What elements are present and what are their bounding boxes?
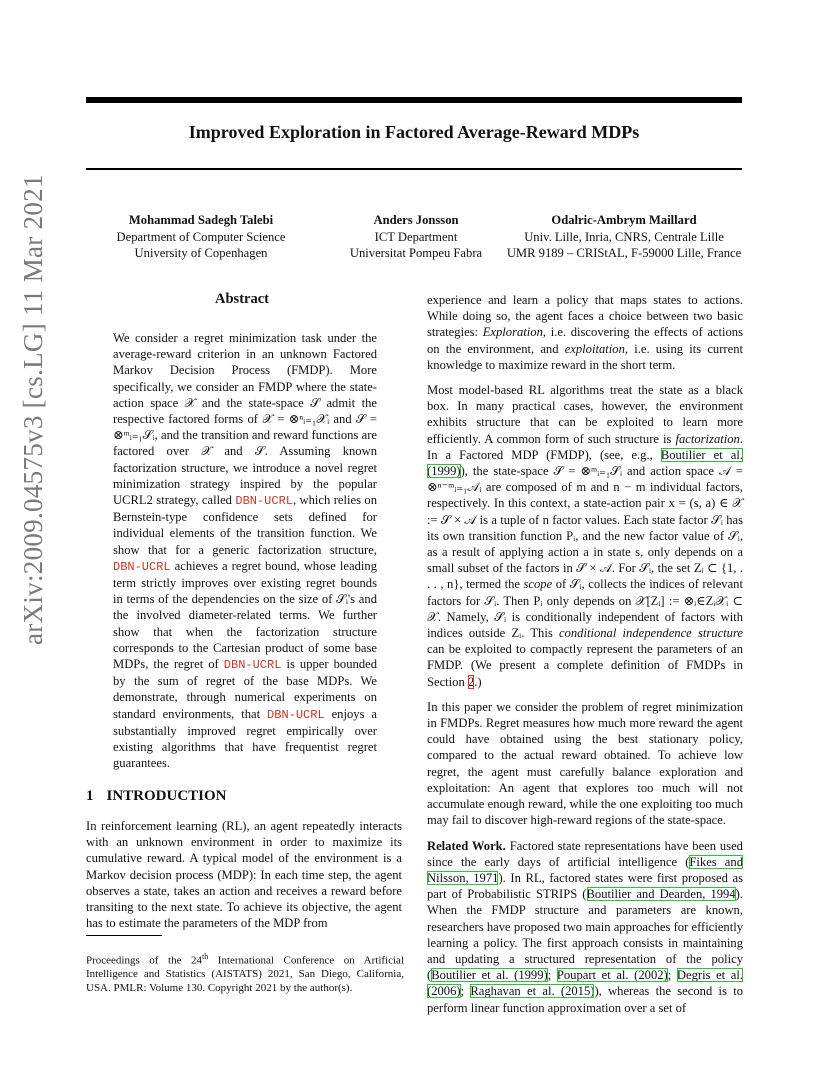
author-affiliation: University of Copenhagen (134, 246, 268, 260)
citation-link[interactable]: Raghavan et al. (2015) (470, 984, 595, 999)
author-affiliation: Univ. Lille, Inria, CNRS, Centrale Lille (524, 229, 724, 244)
author-block (86, 212, 756, 262)
author-2 (341, 212, 491, 262)
arxiv-stamp: arXiv:2009.04575v3 [cs.LG] 11 Mar 2021 (18, 174, 48, 645)
title-bottom-rule (86, 168, 742, 170)
right-column (427, 292, 743, 1025)
paper-title: Improved Exploration in Factored Average-Reward MDPs (188, 122, 640, 142)
algorithm-name: DBN-UCRL (267, 707, 325, 722)
paragraph: Most model-based RL algorithms treat the state as a black box. In many practical cases, however, the environment exhibits structure that can be exploited to learn more efficiently. A common form of such structure is factorization. In a Factored MDP (FMDP), (see, e.g., Boutilier et al. (1999)), the state-space 𝒮 = ⊗ᵐᵢ₌₁𝒮ᵢ and action space 𝒜 = ⊗ⁿ⁻ᵐᵢ₌₁𝒜ᵢ are composed of m and n − m individual factors, respectively. In this context, a state-action pair x = (s, a) ∈ 𝒳 := 𝒮 × 𝒜 is a tuple of n factor values. Each state factor 𝒮ᵢ has its own transition function Pᵢ, and the new factor value of 𝒮ᵢ, as a result of applying action a in state s, only depends on a small subset of the factors in 𝒮 × 𝒜. For 𝒮ᵢ, the set Zᵢ ⊂ {1, . . . , n}, termed the scope of 𝒮ᵢ, collects the indices of relevant factors for 𝒮ᵢ. Then Pᵢ only depends on 𝒳[Zᵢ] := ⊗ᵢ∈Zᵢ𝒳ᵢ ⊂ 𝒳. Namely, 𝒮ᵢ is conditionally independent of factors with indices outside Zᵢ. This conditional independence structure can be exploited to compactly represent the parameters of an FMDP. (We present a complete definition of FMDPs in Section 2.) (427, 383, 743, 689)
paragraph: Related Work. Factored state representations have been used since the early days of artificial intelligence (Fikes and Nilsson, 1971). In RL, factored states were first proposed as part of Probabilistic STRIPS (Boutilier and Dearden, 1994). When the FMDP structure and parameters are known, researchers have proposed two main approaches for efficiently learning a policy. The first approach consists in maintaining and updating a structured representation of the policy (Boutilier et al. (1999); Poupart et al. (2002); Degris et al. (2006); Raghavan et al. (2015)), whereas the second is to perform linear function approximation over a set of (427, 838, 744, 1015)
title-top-rule (86, 97, 742, 103)
section-reference-link[interactable]: 2 (467, 674, 475, 689)
paragraph: In this paper we consider the problem of regret minimization in FMDPs. Regret measures how much more reward the agent could have obtained using the best stationary policy, compared to the actual reward obtained. To achieve low regret, the agent must carefully balance exploration and exploitation: An agent that explores too much will not accumulate enough reward, while the one exploiting too much may fail to discover high-reward regions of the state-space. (427, 699, 743, 828)
author-3 (496, 212, 752, 262)
citation-link[interactable]: Boutilier et al. (1999) (431, 968, 548, 983)
paragraph: experience and learn a policy that maps states to actions. While doing so, the agent faces a choice between two basic strategies: Exploration, i.e. discovering the effects of actions on the environment, and exploitation, i.e. using its current knowledge to maximize reward in the short term. (427, 293, 743, 372)
abstract-heading: Abstract (215, 291, 269, 307)
abstract-text: We consider a regret minimization task under the average-reward criterion in an unknown Factored Markov Decision Process (FMDP). More specifically, we consider an FMDP where the state-action space 𝒳 and the state-space 𝒮 admit the respective factored forms of 𝒳 = ⊗ⁿᵢ₌₁𝒳ᵢ and 𝒮 = ⊗ᵐᵢ₌₁𝒮ᵢ, and the transition and reward functions are factored over 𝒳 and 𝒮. Assuming known factorization structure, we introduce a novel regret minimization strategy inspired by the popular UCRL2 strategy, called DBN-UCRL, which relies on Bernstein-type confidence sets defined for individual elements of the transition function. We show that for a generic factorization structure, DBN-UCRL achieves a regret bound, whose leading term strictly improves over existing regret bounds in terms of the dependencies on the size of 𝒮ᵢ's and the involved diameter-related terms. We further show that when the factorization structure corresponds to the Cartesian product of some base MDPs, the regret of DBN-UCRL is upper bounded by the sum of regret of the base MDPs. We demonstrate, through numerical experiments on standard environments, that DBN-UCRL enjoys a substantially improved regret empirically over existing algorithms that have frequentist regret guarantees. (113, 331, 378, 771)
author-affiliation: UMR 9189 – CRIStAL, F-59000 Lille, France (506, 246, 742, 260)
author-name: Anders Jonsson (373, 213, 459, 227)
algorithm-name: DBN-UCRL (223, 658, 282, 673)
footnote-rule (86, 935, 162, 936)
citation-link[interactable]: Boutilier et al. (1999) (427, 447, 743, 479)
citation-link[interactable]: Fikes and Nilsson, 1971 (427, 854, 743, 885)
introduction-text: In reinforcement learning (RL), an agent repeatedly interacts with an unknown environment in order to maximize its cumulative reward. A typical model of the environment is a Markov decision process (MDP): In each time step, the agent observes a state, takes an action and receives a reward before transiting to the next state. To achieve its objective, the agent has to estimate the parameters of the MDP from (86, 819, 402, 931)
author-name: Mohammad Sadegh Talebi (128, 213, 274, 227)
citation-link[interactable]: Poupart et al. (2002) (556, 968, 668, 983)
citation-link[interactable]: Boutilier and Dearden, 1994 (586, 887, 736, 902)
section-heading-introduction: 1 INTRODUCTION (86, 788, 227, 804)
author-name: Odalric-Ambrym Maillard (551, 213, 697, 227)
author-affiliation: Department of Computer Science (116, 229, 286, 244)
algorithm-name: DBN-UCRL (235, 494, 293, 509)
author-affiliation: Universitat Pompeu Fabra (349, 246, 483, 260)
paragraph-heading: Related Work. (427, 838, 506, 853)
citation-link[interactable]: Degris et al. (2006) (427, 968, 744, 999)
algorithm-name: DBN-UCRL (113, 559, 171, 574)
author-1 (86, 212, 316, 262)
author-affiliation: ICT Department (374, 229, 458, 244)
proceedings-footnote: Proceedings of the 24th International Conference on Artificial Intelligence and Statistics (AISTATS) 2021, San Diego, California, USA. PMLR: Volume 130. Copyright 2021 by the author(s). (86, 952, 404, 994)
